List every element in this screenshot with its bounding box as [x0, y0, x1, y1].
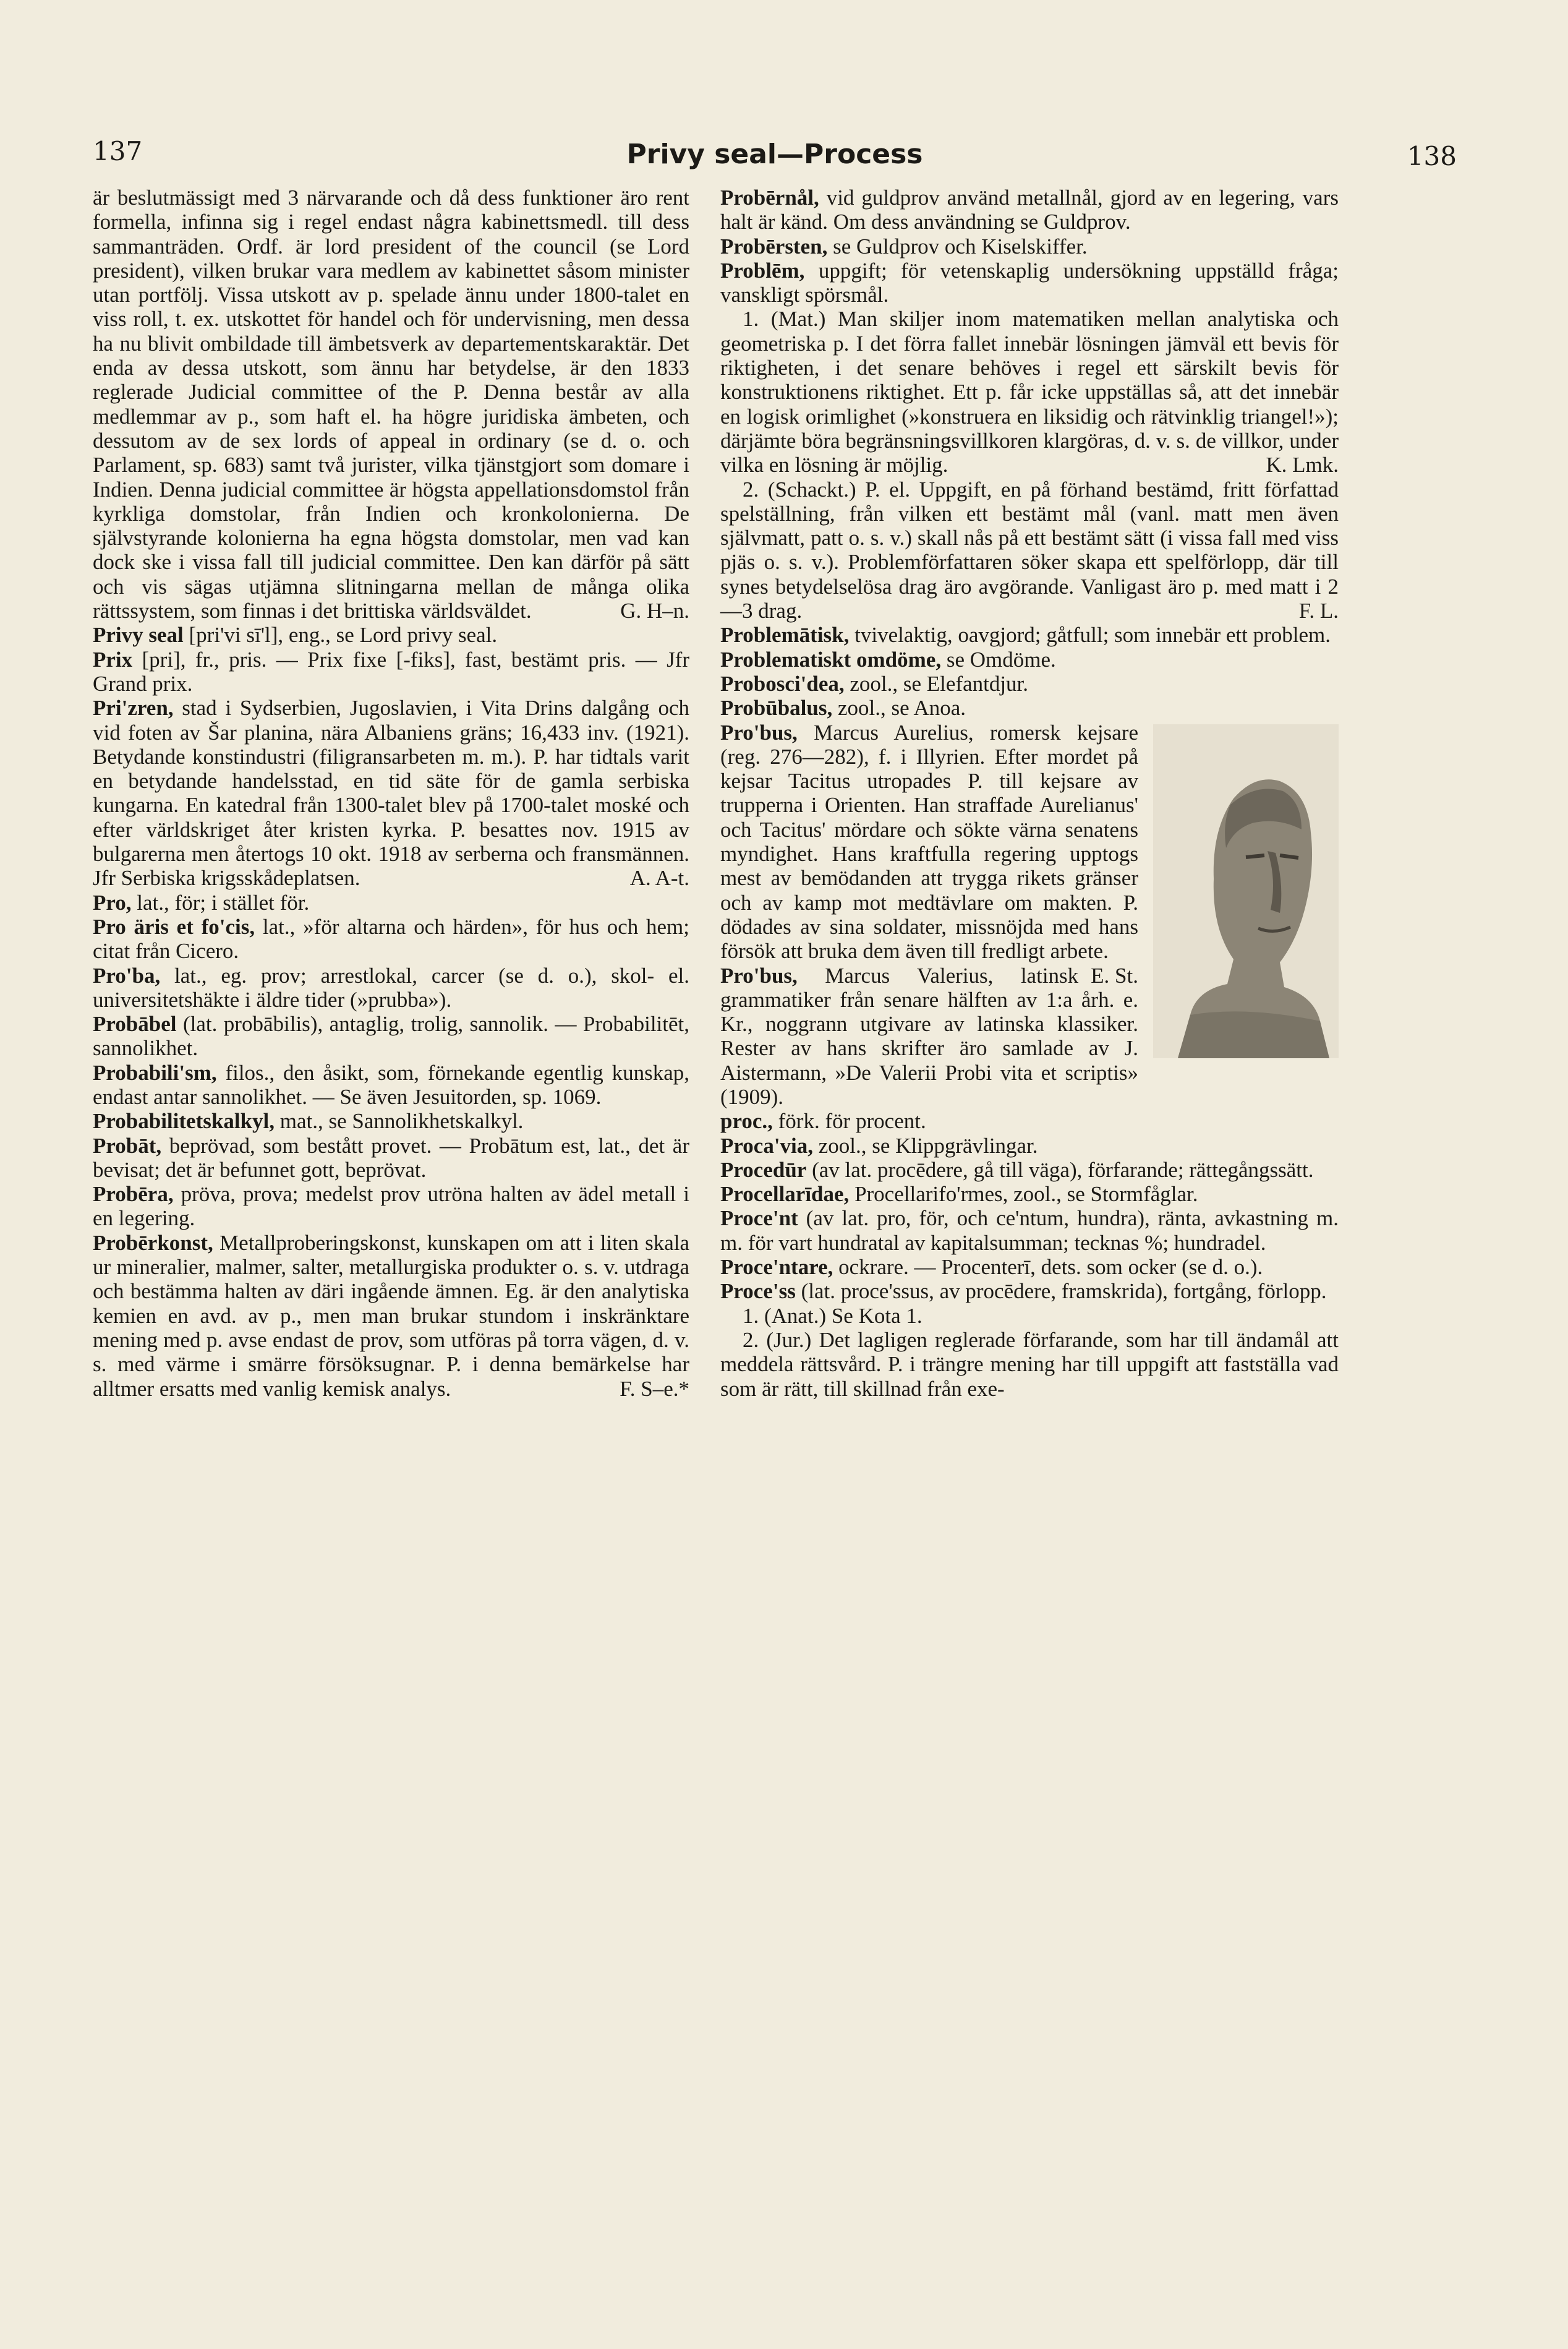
entry-headword: Prix: [93, 647, 133, 672]
article-entry: [720, 1279, 1339, 1303]
article-entry: [93, 648, 689, 696]
entry-text: Procellarifo'rmes, zool., se Stormfåglar.: [849, 1182, 1198, 1207]
running-title: Privy seal—Process: [626, 139, 923, 170]
article-entry: [720, 1255, 1339, 1279]
article-entry: [720, 1206, 1339, 1255]
entry-headword: Proce'ss: [720, 1279, 796, 1304]
article-entry: [93, 1109, 689, 1133]
entry-headword: Probāt,: [93, 1133, 162, 1158]
author-signature: K. Lmk.: [1266, 453, 1339, 477]
entry-text: Marcus Valerius, latinsk grammatiker från senare hälften av 1:a årh. e. Kr., noggrann utgivare av latinska klassiker. Rester av hans skrifter äro samlade av J. Aistermann, »De Valerii Probi vita et scriptis» (1909).: [720, 963, 1138, 1109]
article-entry: [720, 477, 1339, 623]
article-entry: [93, 1182, 689, 1231]
entry-text: vid guldprov använd metallnål, gjord av en legering, vars halt är känd. Om dess användning se Guldprov.: [720, 186, 1339, 234]
author-signature: G. H–n.: [620, 599, 689, 623]
article-entry: [93, 1231, 689, 1401]
page-number-left: 137: [93, 136, 143, 166]
entry-text: mat., se Sannolikhetskalkyl.: [274, 1109, 524, 1134]
entry-text: [pri'vi sī'l], eng., se Lord privy seal.: [183, 623, 498, 648]
bust-image: [1153, 724, 1339, 1058]
article-entry: [93, 1134, 689, 1183]
entry-text: uppgift; för vetenskaplig undersökning uppställd fråga; vanskligt spörsmål.: [720, 258, 1339, 307]
article-entry: [93, 964, 689, 1012]
author-signature: F. L.: [1298, 599, 1339, 623]
article-entry: [720, 1134, 1339, 1158]
entry-text: beprövad, som bestått provet. — Probātum est, lat., det är bevisat; det är befunnet gott, beprövat.: [93, 1133, 689, 1182]
article-entry: [720, 186, 1339, 234]
author-signature: A. A-t.: [629, 866, 689, 891]
entry-headword: Pro äris et fo'cis,: [93, 914, 255, 939]
author-signature: E. St.: [1091, 963, 1138, 988]
entry-headword: Probērsten,: [720, 234, 828, 259]
entry-headword: Proca'via,: [720, 1133, 814, 1158]
entry-text: zool., se Elefantdjur.: [844, 671, 1029, 696]
entry-headword: Problematiskt omdöme,: [720, 647, 942, 672]
entry-text: se Guldprov och Kiselskiffer.: [827, 234, 1088, 259]
entry-text: se Omdöme.: [941, 647, 1056, 672]
entry-text: pröva, prova; medelst prov utröna halten av ädel metall i en legering.: [93, 1182, 689, 1231]
entry-text: tvivelaktig, oavgjord; gåtfull; som innebär ett problem.: [849, 623, 1331, 648]
entry-text: ockrare. — Procenterī, dets. som ocker (se d. o.).: [833, 1255, 1263, 1280]
article-entry: [93, 1012, 689, 1061]
entry-text: 2. (Schackt.) P. el. Uppgift, en på förhand bestämd, fritt författad spelställning, från vilken ett bestämt mål (vanl. matt men även självmatt, patt o. s. v.) skall nås på ett bestämt sätt (i vissa fall med viss pjäs o. s. v.). Problemförfattaren söker skapa ett spelförlopp, där till synes betydelselösa drag äro avgörande. Vanligast äro p. med matt i 2—3 drag.: [720, 477, 1339, 623]
article-entry: [720, 672, 1339, 696]
article-entry: [720, 1109, 1339, 1133]
entry-text: Metallproberingskonst, kunskapen om att i liten skala ur mineralier, malmer, salter, metallurgiska produkter o. s. v. utdraga och bestämma halten av däri ingående ämnen. Eg. är den analytiska kemien en avd. av p., men man brukar stundom i inskränktare mening med p. avse endast de prov, som utföras på torra vägen, d. v. s. med värme i smärre försöksugnar. P. i denna bemärkelse har alltmer ersatts med vanlig kemisk analys.: [93, 1230, 689, 1401]
article-entry: [93, 186, 689, 623]
entry-headword: Probērkonst,: [93, 1230, 213, 1255]
entry-headword: Probabilitetskalkyl,: [93, 1109, 275, 1134]
author-signature: F. S–e.*: [620, 1376, 689, 1401]
entry-text: zool., se Anoa.: [832, 696, 966, 721]
article-entry: [720, 234, 1339, 259]
article-entry: [720, 1328, 1339, 1401]
entry-headword: Pro'bus,: [720, 963, 798, 988]
entry-headword: Probērnål,: [720, 186, 819, 210]
entry-text: filos., den åsikt, som, förnekande egentlig kunskap, endast antar sannolikhet. — Se även Jesuitorden, sp. 1069.: [93, 1060, 689, 1109]
entry-text: lat., för; i stället för.: [131, 890, 310, 915]
entry-headword: Probēra,: [93, 1182, 174, 1207]
entry-text: 1. (Mat.) Man skiljer inom matematiken mellan analytiska och geometriska p. I det förra fallet innebär lösningen jämväl ett bevis för riktigheten, i det senare behöves i regel ett särskilt bevis för konstruktionens riktighet. Ett p. får icke uppställas så, att det innebär en logisk orimlighet (»konstruera en liksidig och rätvinklig triangel!»); därjämte böra begränsningsvillkoren klargöras, d. v. s. de villkor, under vilka en lösning är möjlig.: [720, 307, 1339, 477]
article-entry: [720, 307, 1339, 477]
article-entry: [720, 1182, 1339, 1206]
probus-bust-illustration: [1153, 724, 1339, 1058]
article-entry: [720, 696, 1339, 720]
article-entry: [720, 648, 1339, 672]
article-entry: [720, 623, 1339, 647]
article-entry: [720, 259, 1339, 307]
entry-headword: Problemātisk,: [720, 623, 850, 648]
entry-headword: Proce'ntare,: [720, 1255, 833, 1280]
entry-text: zool., se Klippgrävlingar.: [813, 1133, 1038, 1158]
article-entry: [93, 915, 689, 964]
entry-headword: Pro,: [93, 890, 132, 915]
page-number-right: 138: [1407, 141, 1457, 171]
article-entry: [720, 720, 1339, 988]
article-entry: [93, 891, 689, 915]
entry-text: 1. (Anat.) Se Kota 1.: [743, 1303, 922, 1328]
entry-headword: Pro'ba,: [93, 963, 161, 988]
entry-headword: proc.,: [720, 1109, 773, 1134]
entry-text: (lat. proce'ssus, av procēdere, framskrida), fortgång, förlopp.: [795, 1279, 1327, 1304]
entry-headword: Proce'nt: [720, 1206, 798, 1231]
right-column: [720, 186, 1339, 1401]
entry-headword: Probūbalus,: [720, 696, 833, 721]
article-entry: [720, 1304, 1339, 1328]
entry-headword: Procellarīdae,: [720, 1182, 850, 1207]
entry-text: förk. för procent.: [772, 1109, 926, 1134]
entry-text: (av lat. procēdere, gå till väga), förfarande; rättegångssätt.: [806, 1157, 1314, 1182]
entry-headword: Procedūr: [720, 1157, 807, 1182]
entry-headword: Problēm,: [720, 258, 805, 283]
entry-text: är beslutmässigt med 3 närvarande och då dess funktioner äro rent formella, infinna sig i regel endast några kabinettsmedl. till dess sammanträden. Ordf. är lord president of the council (se Lord president), vilken brukar vara medlem av kabinettet såsom minister utan portfölj. Vissa utskott av p. spelade ännu under 1800-talet en viss roll, t. ex. utskottet för handel och för undervisning, men dessa ha nu blivit ombildade till ämbetsverk av departementskaraktär. Det enda av dessa utskott, som ännu har betydelse, är den 1833 reglerade Judicial committee of the P. Denna består av alla medlemmar av p., som haft el. ha högre juridiska ämbeten, och dessutom av de sex lords of appeal in ordinary (se d. o. och Parlament, sp. 683) samt två jurister, vilka tjänstgjort som domare i Indien. Denna judicial committee är högsta appellationsdomstol från kyrkliga domstolar, från Indien och kronkolonierna. De självstyrande kolonierna ha egna högsta domstolar, men vad kan dock ske i vissa fall till judicial committee. Den kan därför på sätt och vis sägas utjämna slitningarna mellan de många olika rättssystem, som finnas i det brittiska världsväldet.: [93, 186, 689, 623]
entry-text: lat., »för altarna och härden», för hus och hem; citat från Cicero.: [93, 914, 689, 964]
article-entry: [93, 1061, 689, 1110]
entry-headword: Probabili'sm,: [93, 1060, 217, 1085]
entry-text: (av lat. pro, för, och ce'ntum, hundra), ränta, avkastning m. m. för vart hundratal av kapitalsumman; tecknas %; hundradel.: [720, 1206, 1339, 1255]
entry-text: Marcus Aurelius, romersk kejsare (reg. 276—282), f. i Illyrien. Efter mordet på kejsar Tacitus utropades P. till kejsare av trupperna i Orienten. Han straffade Aurelianus' och Tacitus' mördare och sökte värna senatens myndighet. Hans kraftfulla regering upptogs mest av bemödanden att trygga rikets gränser och av kamp mot medtävlare om makten. P. dödades av sina soldater, missnöjda med hans försök att bruka dem även till fredligt arbete.: [720, 720, 1138, 964]
left-column: [93, 186, 689, 1401]
entry-text: [pri], fr., pris. — Prix fixe [-fiks], fast, bestämt pris. — Jfr Grand prix.: [93, 647, 689, 696]
entry-text: stad i Sydserbien, Jugoslavien, i Vita Drins dalgång och vid foten av Šar planina, nära Albaniens gräns; 16,433 inv. (1921). Betydande konstindustri (filigransarbeten m. m.). P. har tidtals varit en betydande handelsstad, en tid säte för de gamla serbiska kungarna. En katedral från 1300-talet blev på 1700-talet moské och efter världskriget åter kristen kyrka. P. besattes nov. 1915 av bulgarerna men återtogs 10 okt. 1918 av serberna och fransmännen. Jfr Serbiska krigsskådeplatsen.: [93, 696, 689, 891]
entry-text: 2. (Jur.) Det lagligen reglerade förfarande, som har till ändamål att meddela rättsvård. P. i trängre mening har till uppgift att fastställa vad som är rätt, till skillnad från exe-: [720, 1327, 1339, 1401]
entry-headword: Pro'bus,: [720, 720, 798, 745]
article-entry: [93, 623, 689, 647]
entry-text: lat., eg. prov; arrestlokal, carcer (se d. o.), skol- el. universitetshäkte i äldre tider (»prubba»).: [93, 963, 689, 1012]
entry-headword: Pri'zren,: [93, 696, 174, 721]
entry-headword: Probābel: [93, 1012, 177, 1037]
entry-headword: Probosci'dea,: [720, 671, 845, 696]
article-entry: [720, 1158, 1339, 1182]
entry-headword: Privy seal: [93, 623, 184, 648]
article-entry: [93, 696, 689, 890]
entry-text: (lat. probābilis), antaglig, trolig, sannolik. — Probabilitēt, sannolikhet.: [93, 1012, 689, 1061]
page-header: [93, 136, 1457, 179]
